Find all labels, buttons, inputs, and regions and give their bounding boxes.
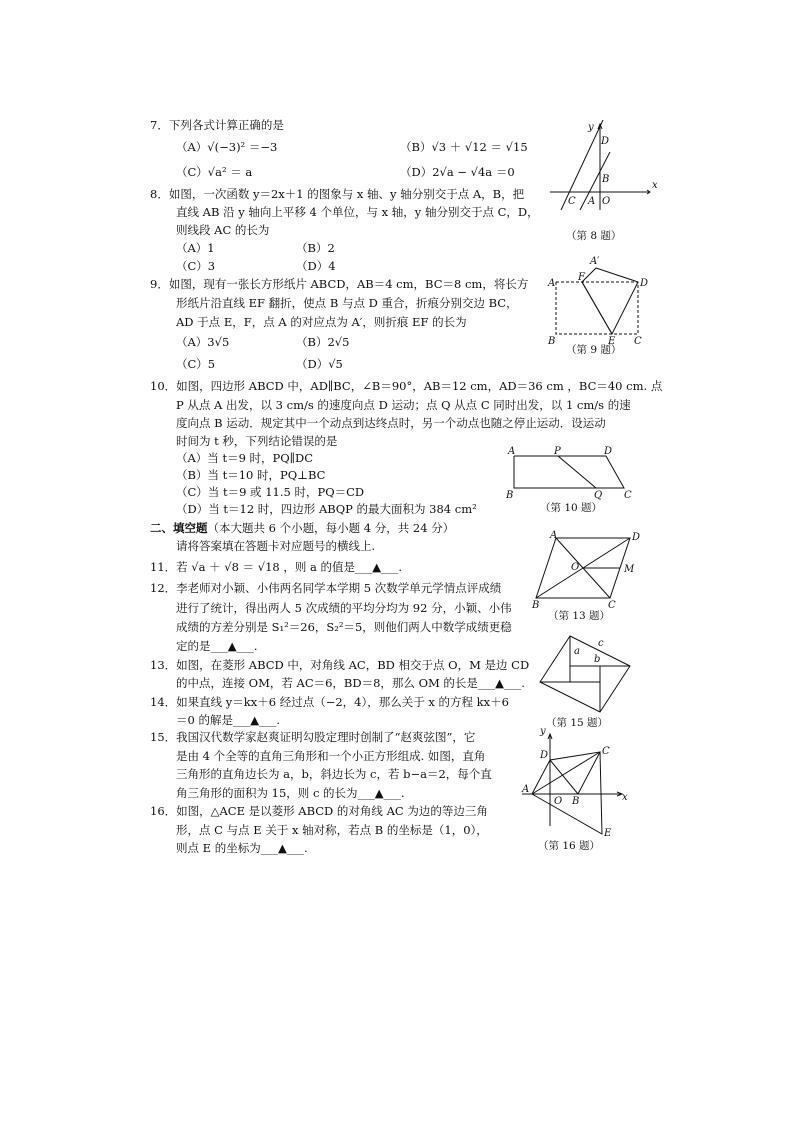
q15-line-2: 是由 4 个全等的直角三角形和一个小正方形组成. 如图，直角 [176,749,486,763]
fig10-label-C: C [624,490,632,501]
q10-line-3: 度向点 B 运动．规定其中一个动点到达终点时，另一个动点也随之停止运动．设运动 [176,416,606,430]
q10-line-1: 10．如图，四边形 ABCD 中，AD∥BC，∠B＝90°，AB＝12 cm，AD＝36 cm ，BC＝40 cm. 点 [150,379,663,393]
q9-line-3: AD 于点 E，F，点 A 的对应点为 A′，则折痕 EF 的长为 [176,315,467,329]
fig13-label-D: D [632,532,641,543]
q12-line-1: 12．李老师对小颖、小伟两名同学本学期 5 次数学单元学情点评成绩 [150,581,502,595]
fig15-outer-square [540,636,630,712]
fig13-label-M: M [624,564,635,575]
figure-8 [550,118,660,210]
q8-line-2: 直线 AB 沿 y 轴向上平移 4 个单位，与 x 轴，y 轴分别交于点 C，D， [176,205,539,219]
q9-option-d: （D）√5 [296,357,343,371]
q16-line-3: 则点 E 的坐标为___▲___. [176,841,308,855]
fig8-label-D: D [601,136,610,147]
fig9-label-E: E [608,336,616,347]
q15-line-1: 15．我国汉代数学家赵爽证明勾股定理时创制了“赵爽弦图”，它 [150,730,476,744]
fig16-label-x: x [622,792,628,803]
q11-line-1: 11．若 √a ＋ √8 ＝ √18 ，则 a 的值是___▲___. [150,560,403,574]
fig9-label-Ap: A′ [590,256,600,267]
q14-line-2: ＝0 的解是___▲___. [176,713,280,727]
q8-option-c: （C）3 [176,259,216,273]
section2-note: （本大题共 6 个小题，每小题 4 分，共 24 分） [207,521,455,535]
q10-option-c: （C）当 t＝9 或 11.5 时，PQ＝CD [176,485,365,499]
fig13-label-A: A [550,530,558,541]
q10-option-a: （A）当 t＝9 时，PQ∥DC [176,451,314,465]
q9-option-c: （C）5 [176,357,216,371]
fig8-label-A: A [588,196,596,207]
q10-caption: （第 10 题） [540,502,603,514]
fig8-label-y: y [588,122,594,133]
fig13-label-C: C [608,600,616,611]
q16-line-2: 形，点 C 与点 E 关于 x 轴对称，若点 B 的坐标是（1，0）， [176,823,488,837]
figure-16 [522,728,634,840]
section2-heading [150,520,454,536]
q13-line-2: 的中点，连接 OM，若 AC＝6，BD＝8，那么 OM 的长是___▲___. [176,676,525,690]
fig9-folded-part [582,268,638,334]
q7-option-d: （D）2√a − √4a ＝0 [400,165,515,179]
q8-option-d: （D）4 [296,259,336,273]
fig10-label-P: P [554,446,561,457]
fig10-quadrilateral [514,456,624,488]
figure-10 [504,444,636,500]
fig9-label-A: A [548,278,556,289]
q8-caption: （第 8 题） [566,230,622,242]
q12-line-2: 进行了统计，得出两人 5 次成绩的平均分均为 92 分，小颖、小伟 [176,601,512,615]
q7-option-b: （B）√3 ＋ √12 ＝ √15 [400,140,528,154]
fig15-label-b: b [594,654,601,665]
q13-line-1: 13．如图，在菱形 ABCD 中，对角线 AC，BD 相交于点 O，M 是边 CD [150,658,530,672]
figure-13 [532,528,646,612]
fig10-label-D: D [604,446,613,457]
section2-instruction: 请将答案填在答题卡对应题号的横线上. [176,539,376,553]
q16-caption: （第 16 题） [538,840,601,852]
fig13-label-O: O [571,562,580,573]
figure-15 [538,630,638,714]
fig16-triangle-ACE [532,752,602,834]
q16-line-1: 16．如图，△ACE 是以菱形 ABCD 的对角线 AC 为边的等边三角 [150,804,488,818]
fig16-label-A: A [522,784,530,795]
fig16-label-C: C [602,746,610,757]
fig8-label-x: x [652,180,658,191]
q9-line-2: 形纸片沿直线 EF 翻折，使点 B 与点 D 重合，折痕分别交边 BC， [176,296,518,310]
q10-option-d: （D）当 t＝12 时，四边形 ABQP 的最大面积为 384 cm² [176,502,477,516]
q15-caption: （第 15 题） [546,717,609,729]
q9-line-1: 9．如图，现有一张长方形纸片 ABCD，AB＝4 cm，BC＝8 cm，将长方 [150,277,529,291]
q8-option-a: （A）1 [176,241,215,255]
q7-stem: 7．下列各式计算正确的是 [150,118,284,132]
fig8-label-C: C [568,196,576,207]
q9-option-a: （A）3√5 [176,335,230,349]
q15-line-4: 角三角形的面积为 15，则 c 的长为___▲___. [176,786,405,800]
q12-line-4: 定的是___▲___. [176,639,258,653]
q9-caption: （第 9 题） [566,344,622,356]
fig15-label-c: c [598,638,604,649]
fig9-label-C: C [634,336,642,347]
q12-line-3: 成绩的方差分别是 S₁²＝26，S₂²＝5，则他们两人中数学成绩更稳 [176,620,512,634]
figure-9 [546,254,649,347]
q7-option-a: （A）√(−3)² ＝−3 [176,140,278,154]
q14-line-1: 14．如果直线 y＝kx＋6 经过点（−2，4），那么关于 x 的方程 kx＋6 [150,695,509,709]
fig16-label-B: B [572,796,580,807]
fig8-label-O: O [602,196,611,207]
fig15-label-a: a [574,646,580,657]
fig9-label-F: F [578,272,585,283]
q15-line-3: 三角形的直角边长为 a，b，斜边长为 c，若 b−a＝2，每个直 [176,767,492,781]
fig10-label-Q: Q [594,490,603,501]
fig9-label-D: D [640,278,649,289]
fig16-label-E: E [604,828,612,839]
q9-option-b: （B）2√5 [296,335,350,349]
fig10-label-A: A [508,446,516,457]
fig10-label-B: B [506,490,514,501]
q7-option-c: （C）√a² ＝ a [176,165,253,179]
fig16-label-y: y [540,726,546,737]
fig9-label-B: B [548,336,556,347]
q13-caption: （第 13 题） [548,610,611,622]
fig16-label-O: O [554,796,563,807]
fig13-label-B: B [532,600,540,611]
fig9-crease-EF [582,282,612,334]
fig16-diagonal-BD [550,760,578,794]
q8-line-3: 则线段 AC 的长为 [176,223,270,237]
fig10-segment-PQ [558,456,596,488]
q8-line-1: 8．如图，一次函数 y＝2x＋1 的图象与 x 轴、y 轴分别交于点 A，B，把 [150,187,525,201]
q10-line-2: P 从点 A 出发，以 3 cm/s 的速度向点 D 运动；点 Q 从点 C 同时出发，以 1 cm/s 的速 [176,398,631,412]
fig8-label-B: B [602,174,610,185]
q10-line-4: 时间为 t 秒，下列结论错误的是 [176,434,338,448]
fig16-label-D: D [540,750,549,761]
q10-option-b: （B）当 t＝10 时，PQ⊥BC [176,468,326,482]
q8-option-b: （B）2 [296,241,335,255]
section2-title: 二、填空题 [150,521,208,535]
